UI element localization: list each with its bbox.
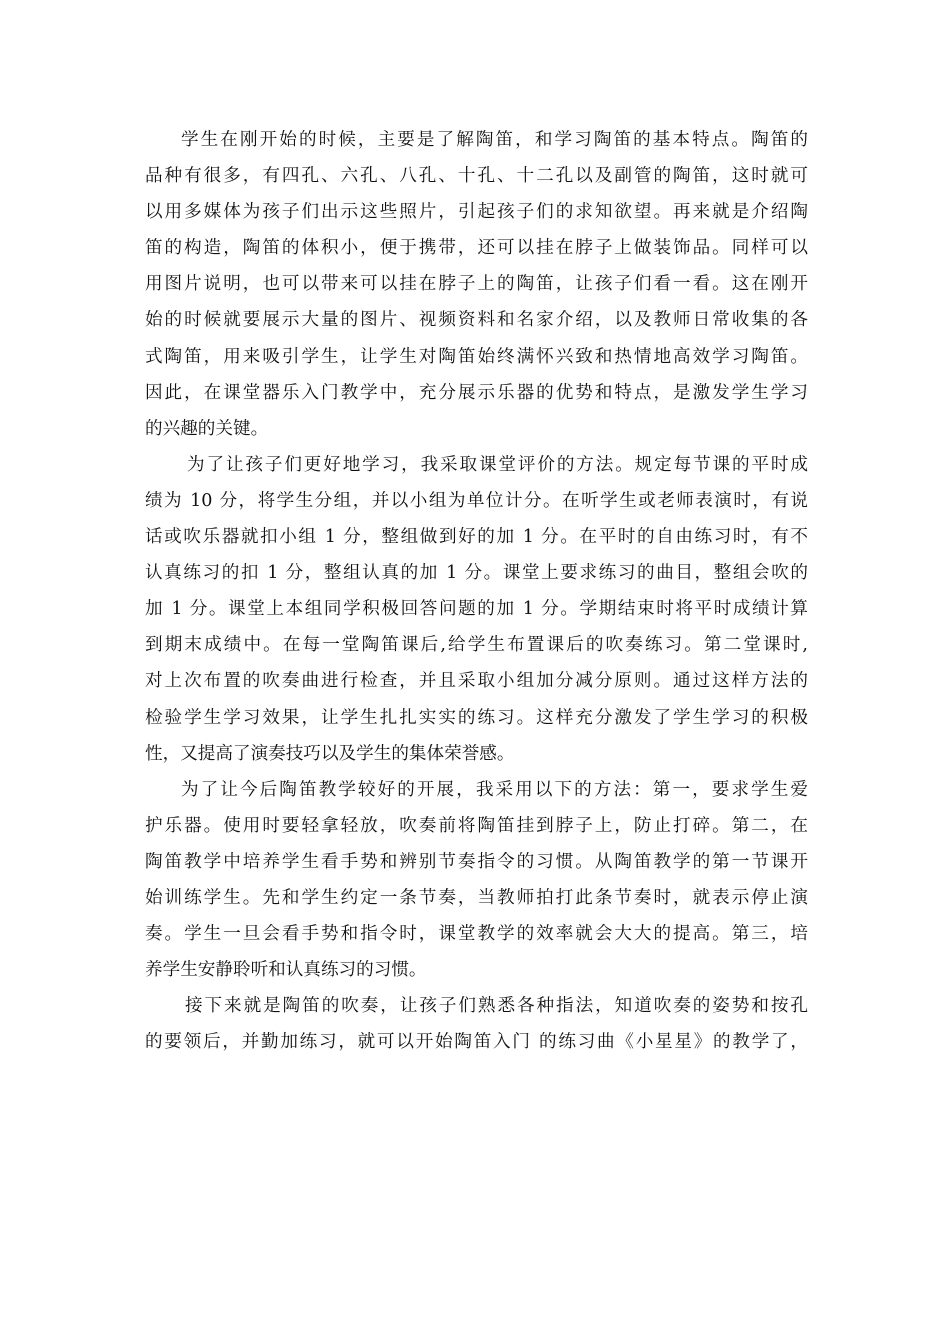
text-line: 绩为 10 分，将学生分组，并以小组为单位计分。在听学生或老师表演时，有说 [145, 490, 808, 511]
text-line: 因此，在课堂器乐入门教学中，充分展示乐器的优势和特点，是激发学生学习 [145, 382, 808, 403]
text-line: 学生在刚开始的时候，主要是了解陶笛，和学习陶笛的基本特点。陶笛的 [181, 130, 808, 150]
document-body [145, 122, 808, 1060]
text-line: 接下来就是陶笛的吹奏，让孩子们熟悉各种指法，知道吹奏的姿势和按孔 [185, 996, 808, 1017]
text-line: 的兴趣的关键。 [145, 418, 269, 439]
text-line: 始训练学生。先和学生约定一条节奏，当教师拍打此条节奏时，就表示停止演 [145, 887, 808, 908]
text-line: 对上次布置的吹奏曲进行检查，并且采取小组加分减分原则。通过这样方法的 [145, 671, 808, 692]
text-line: 为了让今后陶笛教学较好的开展，我采用以下的方法：第一，要求学生爱 [181, 779, 808, 800]
text-line: 陶笛教学中培养学生看手势和辨别节奏指令的习惯。从陶笛教学的第一节课开 [145, 851, 808, 872]
paragraph-1 [145, 122, 808, 447]
paragraph-2 [145, 447, 808, 772]
paragraph-3 [145, 772, 808, 989]
text-line: 认真练习的扣 1 分，整组认真的加 1 分。课堂上要求练习的曲目，整组会吹的 [145, 563, 808, 584]
text-line: 式陶笛，用来吸引学生，让学生对陶笛始终满怀兴致和热情地高效学习陶笛。 [145, 346, 808, 367]
text-line: 始的时候就要展示大量的图片、视频资料和名家介绍，以及教师日常收集的各 [145, 310, 808, 331]
paragraph-4 [145, 988, 808, 1060]
text-line: 的要领后，并勤加练习，就可以开始陶笛入门 的练习曲《小星星》的教学了， [145, 1032, 808, 1053]
text-line: 奏。学生一旦会看手势和指令时，课堂教学的效率就会大大的提高。第三，培 [145, 924, 808, 945]
text-line: 养学生安静聆听和认真练习的习惯。 [145, 960, 427, 981]
text-line: 品种有很多，有四孔、六孔、八孔、十孔、十二孔以及副管的陶笛，这时就可 [145, 166, 808, 187]
text-line: 用图片说明，也可以带来可以挂在脖子上的陶笛，让孩子们看一看。这在刚开 [145, 274, 808, 295]
text-line: 性，又提高了演奏技巧以及学生的集体荣誉感。 [145, 743, 515, 764]
text-line: 以用多媒体为孩子们出示这些照片，引起孩子们的求知欲望。再来就是介绍陶 [145, 202, 808, 223]
text-line: 检验学生学习效果，让学生扎扎实实的练习。这样充分激发了学生学习的积极 [145, 707, 808, 728]
text-line: 护乐器。使用时要轻拿轻放，吹奏前将陶笛挂到脖子上，防止打碎。第二，在 [145, 815, 808, 836]
text-line: 话或吹乐器就扣小组 1 分，整组做到好的加 1 分。在平时的自由练习时，有不 [145, 527, 808, 548]
text-line: 加 1 分。课堂上本组同学积极回答问题的加 1 分。学期结束时将平时成绩计算 [145, 599, 808, 620]
text-line: 笛的构造，陶笛的体积小，便于携带，还可以挂在脖子上做装饰品。同样可以 [145, 238, 808, 259]
text-line: 到期末成绩中。在每一堂陶笛课后,给学生布置课后的吹奏练习。第二堂课时, [145, 635, 808, 656]
text-line: 为了让孩子们更好地学习，我采取课堂评价的方法。规定每节课的平时成 [187, 454, 808, 475]
